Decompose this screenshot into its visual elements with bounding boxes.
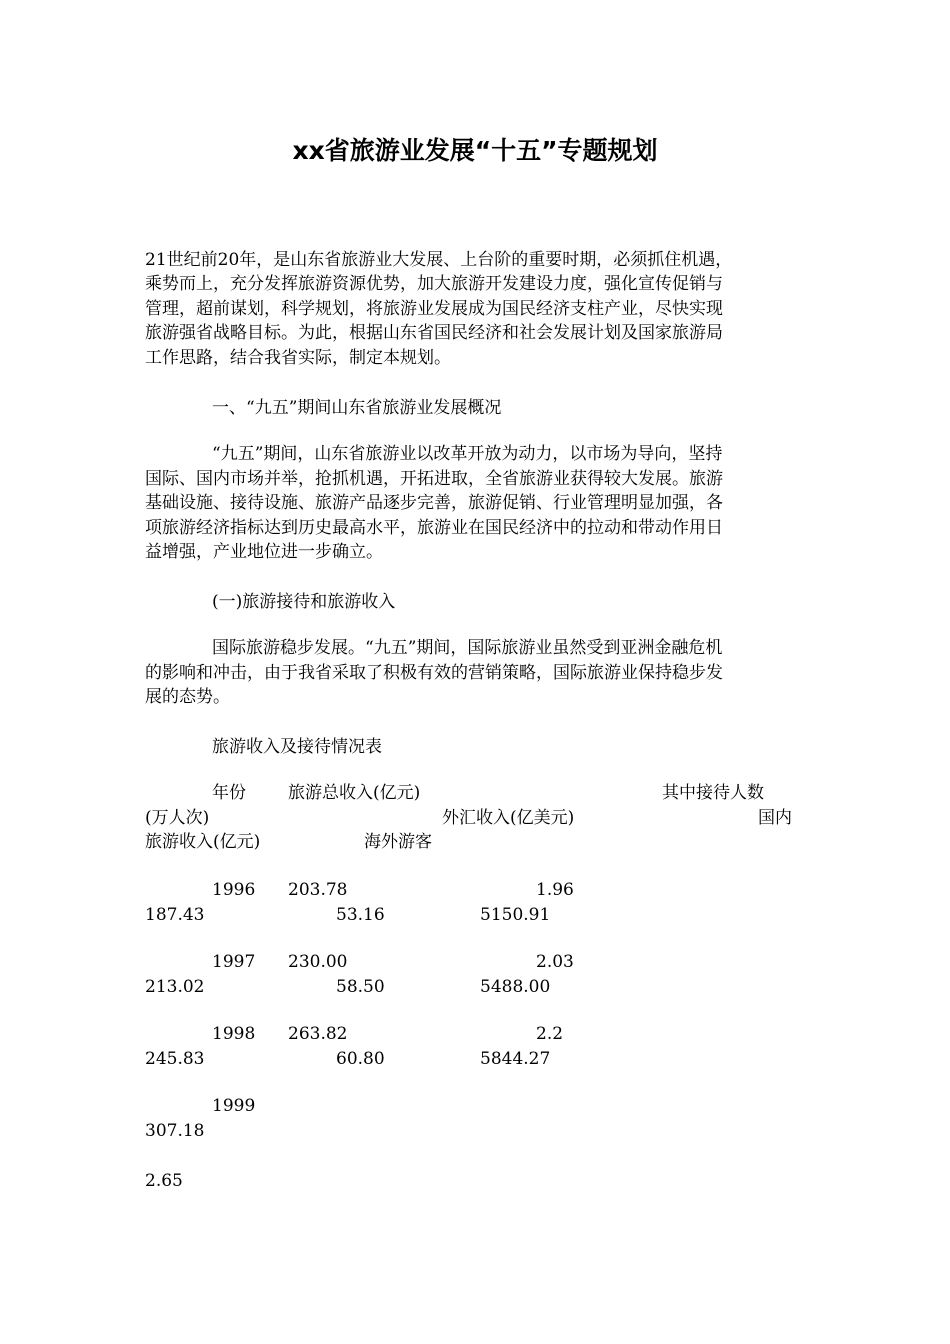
row-domestic-tourists: 5150.91 bbox=[480, 905, 551, 925]
header-total-income: 旅游总收入(亿元) bbox=[288, 783, 421, 803]
row-overseas: 60.80 bbox=[336, 1049, 385, 1069]
row-forex: 2.03 bbox=[536, 952, 574, 972]
section-line: 基础设施、接待设施、旅游产品逐步完善，旅游促销、行业管理明显加强，各 bbox=[145, 493, 723, 513]
table-title: 旅游收入及接待情况表 bbox=[212, 737, 382, 757]
row-forex: 2.65 bbox=[145, 1171, 183, 1191]
subsection-line: 国际旅游稳步发展。“九五”期间，国际旅游业虽然受到亚洲金融危机 bbox=[212, 638, 723, 658]
row-domestic-tourists: 5844.27 bbox=[480, 1049, 551, 1069]
row-overseas: 53.16 bbox=[336, 905, 385, 925]
section-heading: 一、“九五”期间山东省旅游业发展概况 bbox=[212, 398, 502, 418]
row-forex: 2.2 bbox=[536, 1024, 564, 1044]
intro-line: 21世纪前20年，是山东省旅游业大发展、上台阶的重要时期，必须抓住机遇， bbox=[145, 250, 733, 270]
row-year: 1997 bbox=[212, 952, 256, 972]
row-year: 1998 bbox=[212, 1024, 256, 1044]
intro-line: 乘势而上，充分发挥旅游资源优势，加大旅游开发建设力度，强化宣传促销与 bbox=[145, 274, 723, 294]
row-total: 307.18 bbox=[145, 1121, 205, 1141]
header-overseas-tourists: 海外游客 bbox=[364, 832, 432, 852]
row-total: 203.78 bbox=[288, 880, 348, 900]
row-domestic: 213.02 bbox=[145, 977, 205, 997]
row-year: 1999 bbox=[212, 1096, 256, 1116]
subsection-line: 展的态势。 bbox=[145, 687, 230, 707]
document-title: xx省旅游业发展“十五”专题规划 bbox=[292, 136, 658, 165]
header-year: 年份 bbox=[212, 783, 246, 803]
section-line: “九五”期间，山东省旅游业以改革开放为动力，以市场为导向，坚持 bbox=[212, 444, 723, 464]
header-reception-unit: (万人次) bbox=[145, 808, 210, 828]
subsection-line: 的影响和冲击，由于我省采取了积极有效的营销策略，国际旅游业保持稳步发 bbox=[145, 663, 723, 683]
row-domestic: 187.43 bbox=[145, 905, 205, 925]
row-total: 263.82 bbox=[288, 1024, 348, 1044]
row-domestic: 245.83 bbox=[145, 1049, 205, 1069]
section-line: 项旅游经济指标达到历史最高水平，旅游业在国民经济中的拉动和带动作用日 bbox=[145, 518, 723, 538]
intro-line: 工作思路，结合我省实际，制定本规划。 bbox=[145, 348, 451, 368]
header-reception-count: 其中接待人数 bbox=[662, 783, 764, 803]
row-overseas: 58.50 bbox=[336, 977, 385, 997]
section-line: 益增强，产业地位进一步确立。 bbox=[145, 542, 383, 562]
row-total: 230.00 bbox=[288, 952, 348, 972]
intro-line: 管理，超前谋划，科学规划，将旅游业发展成为国民经济支柱产业，尽快实现 bbox=[145, 299, 723, 319]
row-forex: 1.96 bbox=[536, 880, 574, 900]
intro-line: 旅游强省战略目标。为此，根据山东省国民经济和社会发展计划及国家旅游局 bbox=[145, 323, 723, 343]
section-line: 国际、国内市场并举，抢抓机遇，开拓进取，全省旅游业获得较大发展。旅游 bbox=[145, 469, 723, 489]
row-domestic-tourists: 5488.00 bbox=[480, 977, 551, 997]
subsection-heading: (一)旅游接待和旅游收入 bbox=[212, 592, 396, 612]
header-forex-income: 外汇收入(亿美元) bbox=[442, 808, 575, 828]
row-year: 1996 bbox=[212, 880, 256, 900]
header-domestic-income: 旅游收入(亿元) bbox=[145, 832, 261, 852]
header-domestic-prefix: 国内 bbox=[758, 808, 792, 828]
